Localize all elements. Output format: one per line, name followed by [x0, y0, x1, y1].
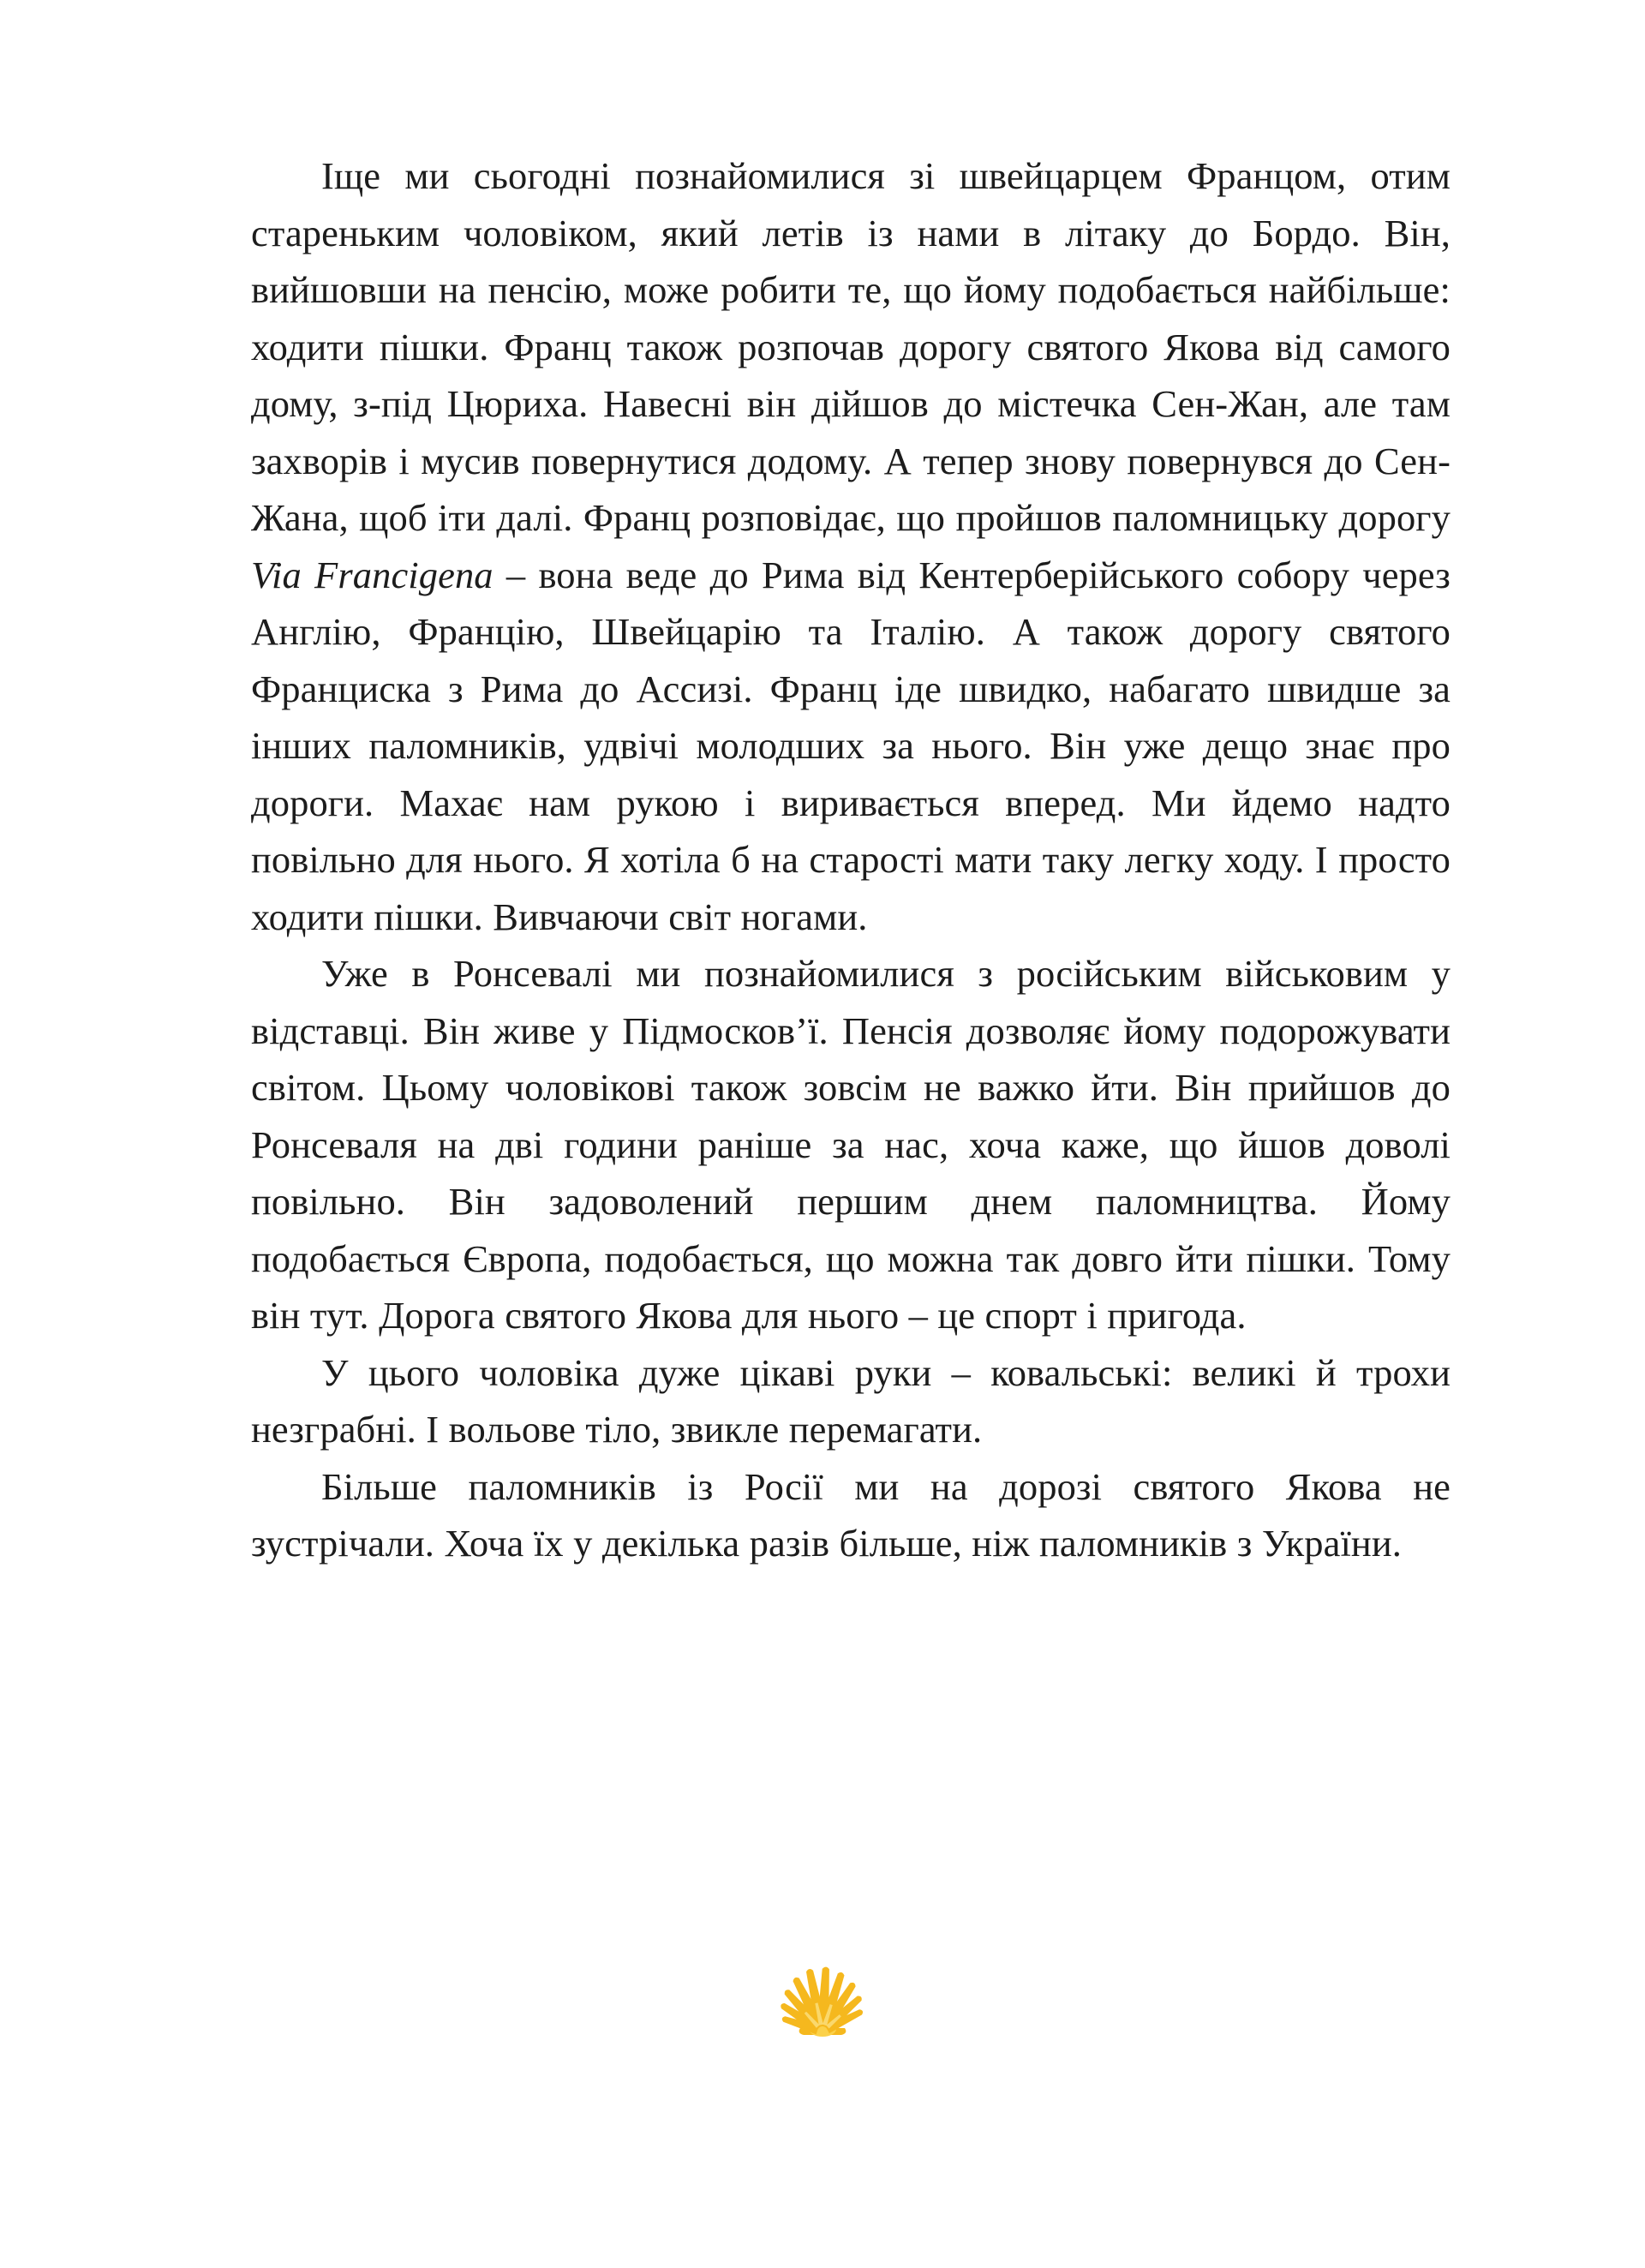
- text-run: Більше паломників із Росії ми на дорозі святого Якова не зустрічали. Хоча їх у декілька разів більше, ніж паломників з України.: [251, 1464, 1451, 1565]
- paragraph: [251, 945, 1451, 1344]
- paragraph: [251, 147, 1451, 945]
- text-run: Уже в Ронсевалі ми познайомилися з російським військовим у відставці. Він живе у Підмосков’ї. Пенсія дозволяє йому подорожувати світом. Цьому чоловікові також зовсім не важко йти. Він прийшов до Ронсеваля на дві години раніше за нас, хоча каже, що йшов доволі повільно. Він задоволений першим днем паломництва. Йому подобається Європа, подобається, що можна так довго йти пішки. Тому він тут. Дорога святого Якова для нього – це спорт і пригода.: [251, 952, 1451, 1337]
- paragraph: [251, 1458, 1451, 1572]
- paragraph: [251, 1344, 1451, 1458]
- text-run-italic: Via Francigena: [251, 553, 494, 596]
- text-run: У цього чоловіка дуже цікаві руки – ковальські: великі й трохи незграбні. І вольове тіло, звикле перемагати.: [251, 1350, 1451, 1451]
- scallop-shell-icon: [771, 1949, 874, 2052]
- body-text-column: [251, 147, 1451, 1572]
- text-run: – вона веде до Рима від Кентерберійського собору через Англію, Францію, Швейцарію та Італію. А також дорогу святого Франциска з Рима до Ассизі. Франц іде швидко, набагато швидше за інших паломників, удвічі молодших за нього. Він уже дещо знає про дороги. Махає нам рукою і виривається вперед. Ми йдемо надто повільно для нього. Я хотіла б на старості мати таку легку ходу. І просто ходити пішки. Вивчаючи світ ногами.: [251, 553, 1451, 938]
- text-run: Іще ми сьогодні познайомилися зі швейцарцем Францом, отим стареньким чоловіком, який летів із нами в літаку до Бордо. Він, вийшовши на пенсію, може робити те, що йому подобається найбільше: ходити пішки. Франц також розпочав дорогу святого Якова від самого дому, з-під Цюриха. Навесні він дійшов до містечка Сен-Жан, але там захворів і мусив повернутися додому. А тепер знову повернувся до Сен-Жана, щоб іти далі. Франц розповідає, що пройшов паломницьку дорогу: [251, 154, 1451, 539]
